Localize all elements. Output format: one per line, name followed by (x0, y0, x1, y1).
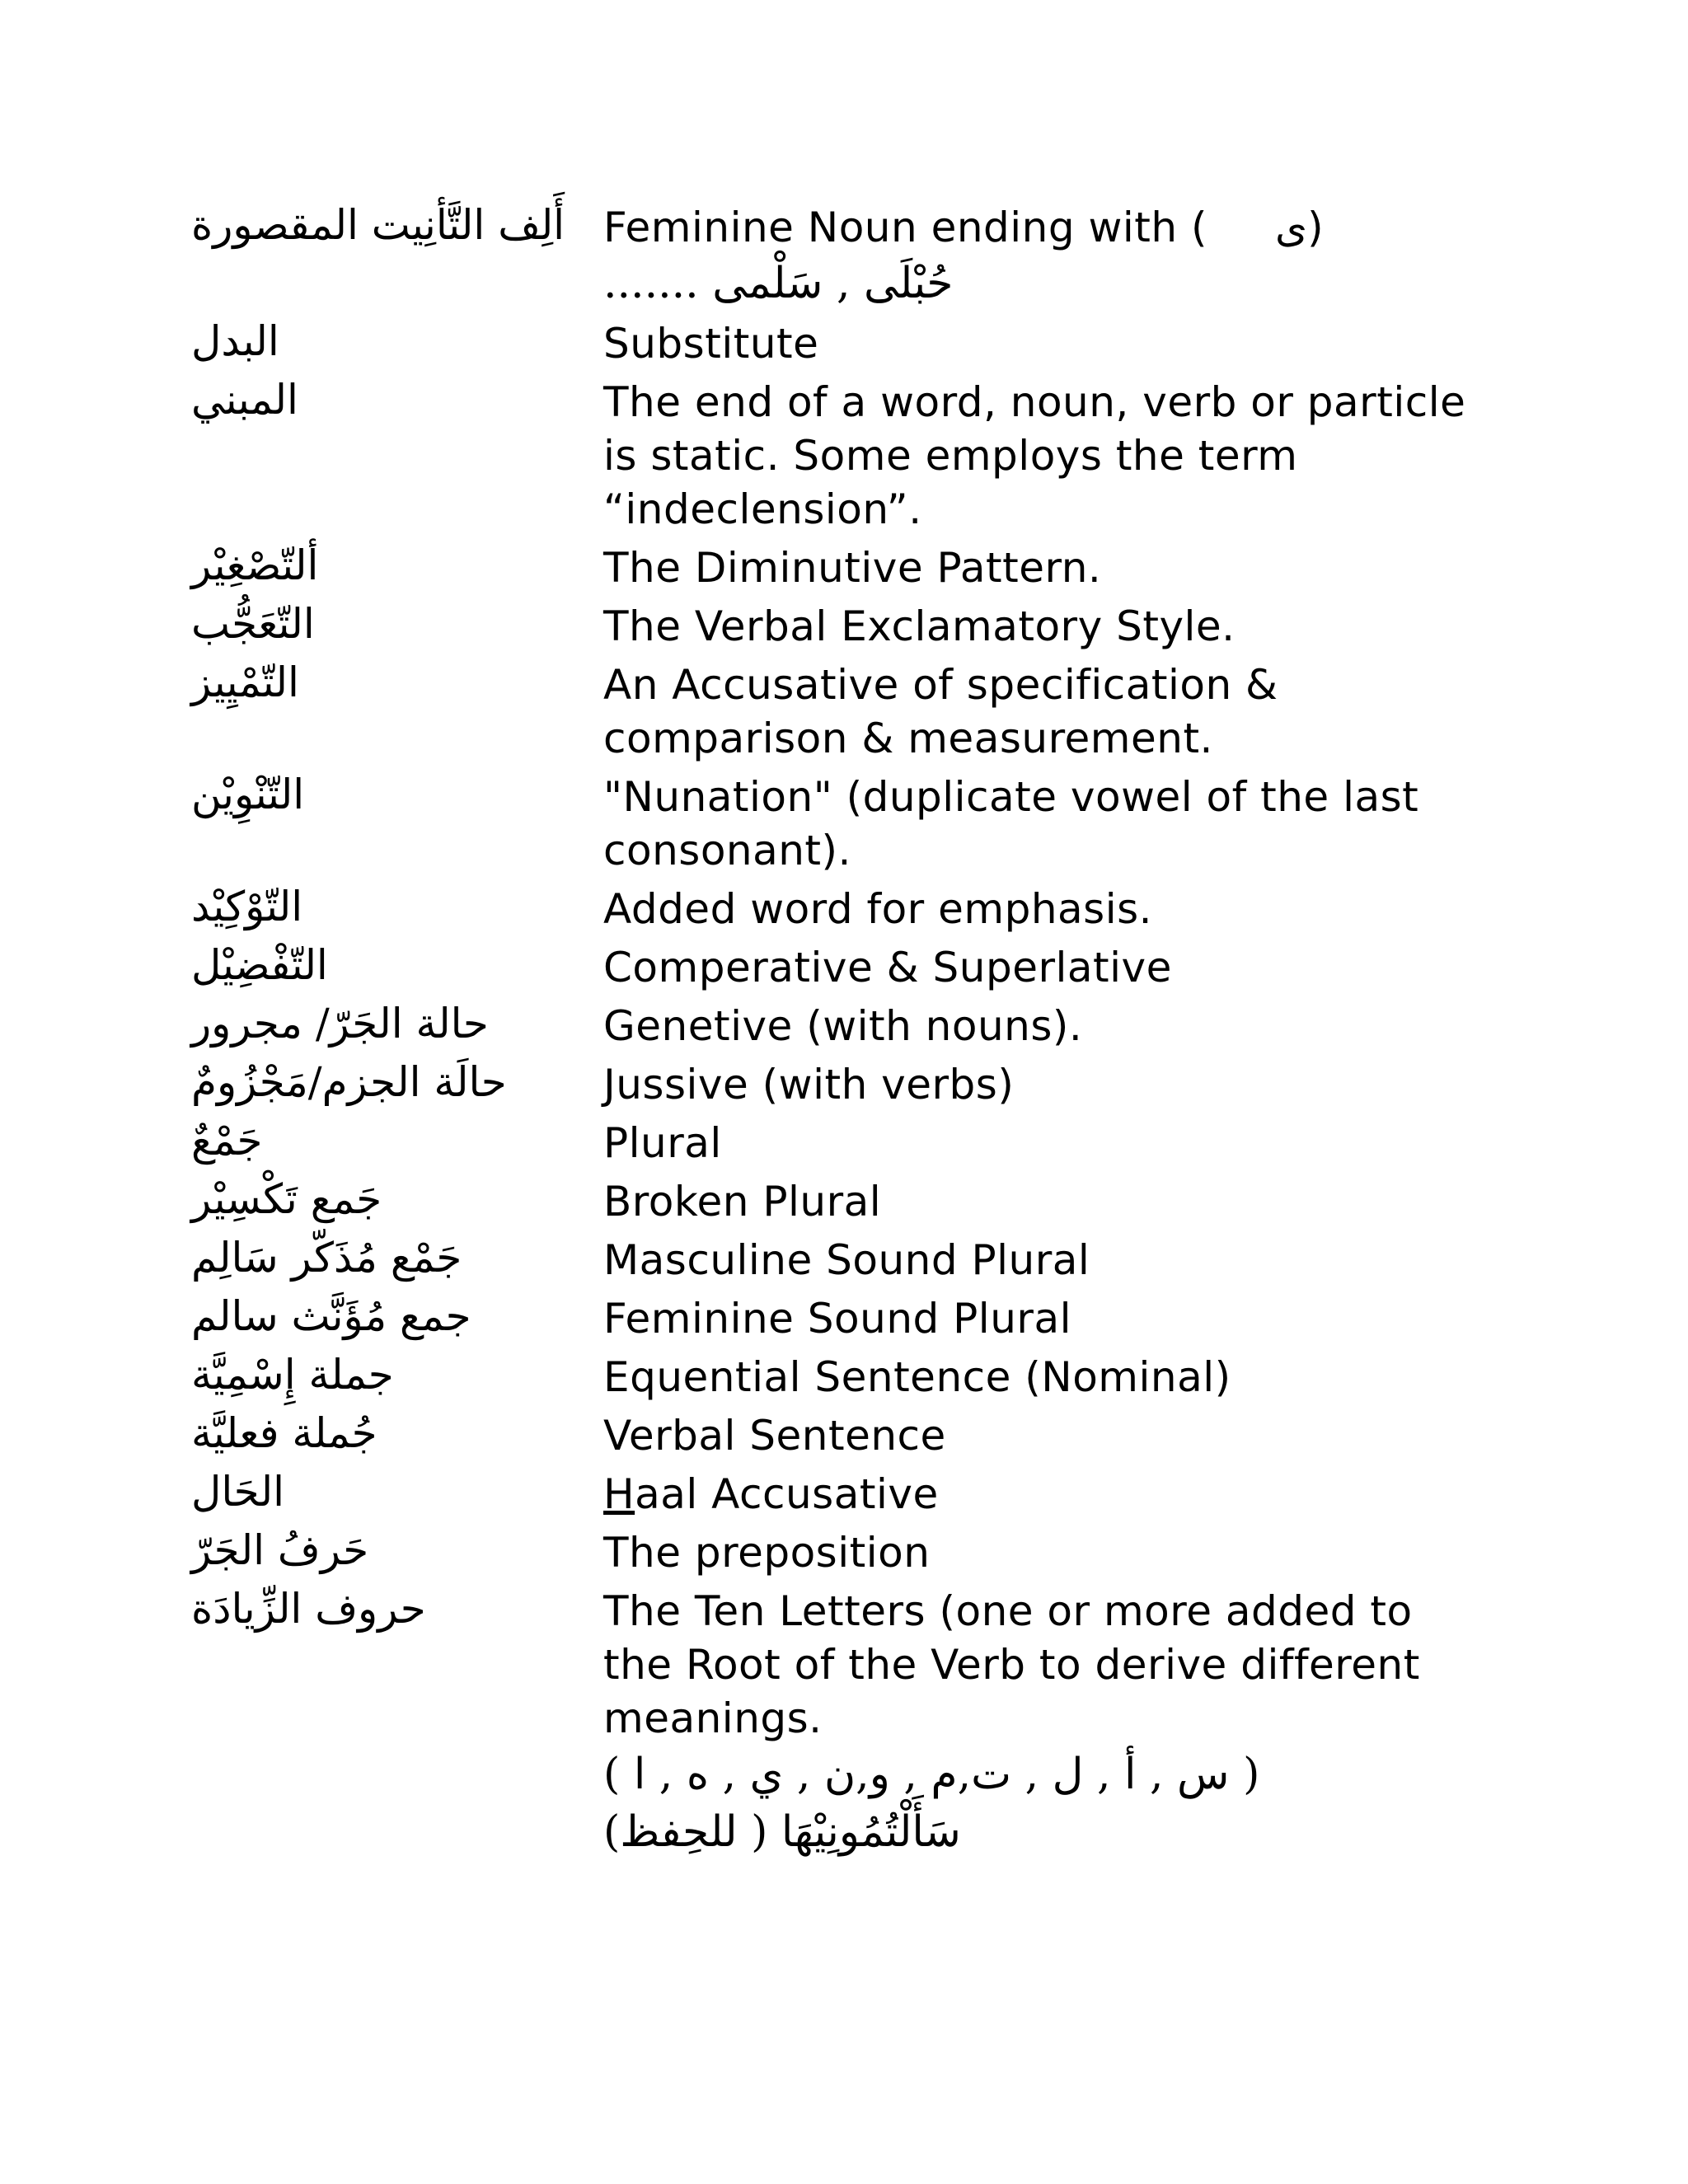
glossary-row (191, 654, 1493, 766)
english-definition: Equential Sentence (Nominal) (603, 1353, 1231, 1401)
arabic-symbol: ى (1274, 204, 1308, 251)
arabic-mnemonic: سَأَلْتُمُونِيْهَا ( للحِفظ) (603, 1807, 961, 1857)
glossary-row (191, 1521, 1493, 1580)
arabic-term: جُملة فعليَّة (191, 1409, 377, 1457)
english-definition (603, 196, 1493, 312)
arabic-term: التّنْوِيْن (191, 771, 305, 818)
glossary-row (191, 1112, 1493, 1170)
glossary-row (191, 1463, 1493, 1521)
glossary-row (191, 1346, 1493, 1404)
glossary-row (191, 371, 1493, 537)
underlined-letter: H (603, 1470, 635, 1518)
arabic-term: التّمْيِيز (191, 658, 299, 706)
english-definition: Comperative & Superlative (603, 944, 1172, 991)
arabic-term: حروف الزِّيادَة (191, 1585, 426, 1633)
glossary-row (191, 1404, 1493, 1463)
glossary-row (191, 1287, 1493, 1346)
arabic-term: جمع مُؤَنَّث سالم (191, 1292, 471, 1340)
arabic-term: حالَة الجزم/مَجْزُومٌ (191, 1058, 507, 1106)
english-definition: Added word for emphasis. (603, 885, 1153, 933)
arabic-term: جَمع تَكْسِيْر (191, 1175, 382, 1223)
arabic-term: جَمْعٌ (191, 1117, 263, 1165)
english-definition: Feminine Sound Plural (603, 1295, 1071, 1343)
glossary-row (191, 1170, 1493, 1229)
arabic-term: ألتّصْغِيْر (191, 541, 319, 589)
arabic-term: البدل (191, 317, 279, 365)
glossary-row (191, 1229, 1493, 1287)
english-definition: Jussive (with verbs) (603, 1061, 1015, 1108)
arabic-term: الحَال (191, 1468, 284, 1516)
glossary-row (191, 1580, 1493, 1861)
english-definition (603, 1580, 1493, 1861)
english-definition (603, 1463, 1493, 1521)
english-definition: Broken Plural (603, 1178, 882, 1226)
arabic-letters-list: ( س , أ , ل , ت,م , و,ن , ي , ه , ا ) (603, 1750, 1260, 1799)
english-definition: The preposition (603, 1529, 931, 1577)
glossary-row (191, 766, 1493, 878)
arabic-term: التّعَجُّب (191, 600, 315, 648)
english-definition: "Nunation" (duplicate vowel of the last consonant). (603, 773, 1419, 874)
arabic-term: جملة إِسْمِيَّة (191, 1351, 394, 1399)
arabic-term: حَرفُ الجَرّ (191, 1526, 369, 1574)
english-definition: An Accusative of specification & comparison & measurement. (603, 661, 1278, 762)
definition-text: aal Accusative (635, 1470, 939, 1518)
arabic-term: حالة الجَرّ/ مجرور (191, 1000, 489, 1047)
glossary-row (191, 1053, 1493, 1112)
glossary-row (191, 595, 1493, 654)
english-definition: Plural (603, 1119, 722, 1167)
glossary-row (191, 995, 1493, 1053)
glossary-table (191, 196, 1493, 1861)
glossary-row (191, 878, 1493, 936)
definition-close: ) (1307, 204, 1325, 251)
arabic-term: التّفْضِيْل (191, 941, 328, 989)
glossary-row (191, 537, 1493, 595)
glossary-row (191, 196, 1493, 312)
english-definition: The Diminutive Pattern. (603, 544, 1102, 592)
english-definition: Masculine Sound Plural (603, 1236, 1090, 1284)
english-definition: Genetive (with nouns). (603, 1002, 1083, 1050)
definition-text: Feminine Noun ending with ( (603, 204, 1207, 251)
glossary-row (191, 312, 1493, 371)
english-definition: The Verbal Exclamatory Style. (603, 602, 1236, 650)
definition-text: The Ten Letters (one or more added to the Root of the Verb to derive different meanings. (603, 1587, 1420, 1742)
arabic-examples: حُبْلَى , سَلْمى ....... (603, 259, 954, 308)
arabic-term: أَلِف التَّأنِيت المقصورة (191, 201, 565, 249)
english-definition: The end of a word, noun, verb or particle is static. Some employs the term “indeclension”. (603, 378, 1466, 533)
arabic-term: المبني (191, 376, 298, 424)
arabic-term: التّوْكِيْد (191, 883, 303, 930)
english-definition: Substitute (603, 320, 819, 368)
english-definition: Verbal Sentence (603, 1412, 946, 1460)
arabic-term: جَمْع مُذَكّر سَالِم (191, 1234, 462, 1282)
glossary-row (191, 936, 1493, 995)
